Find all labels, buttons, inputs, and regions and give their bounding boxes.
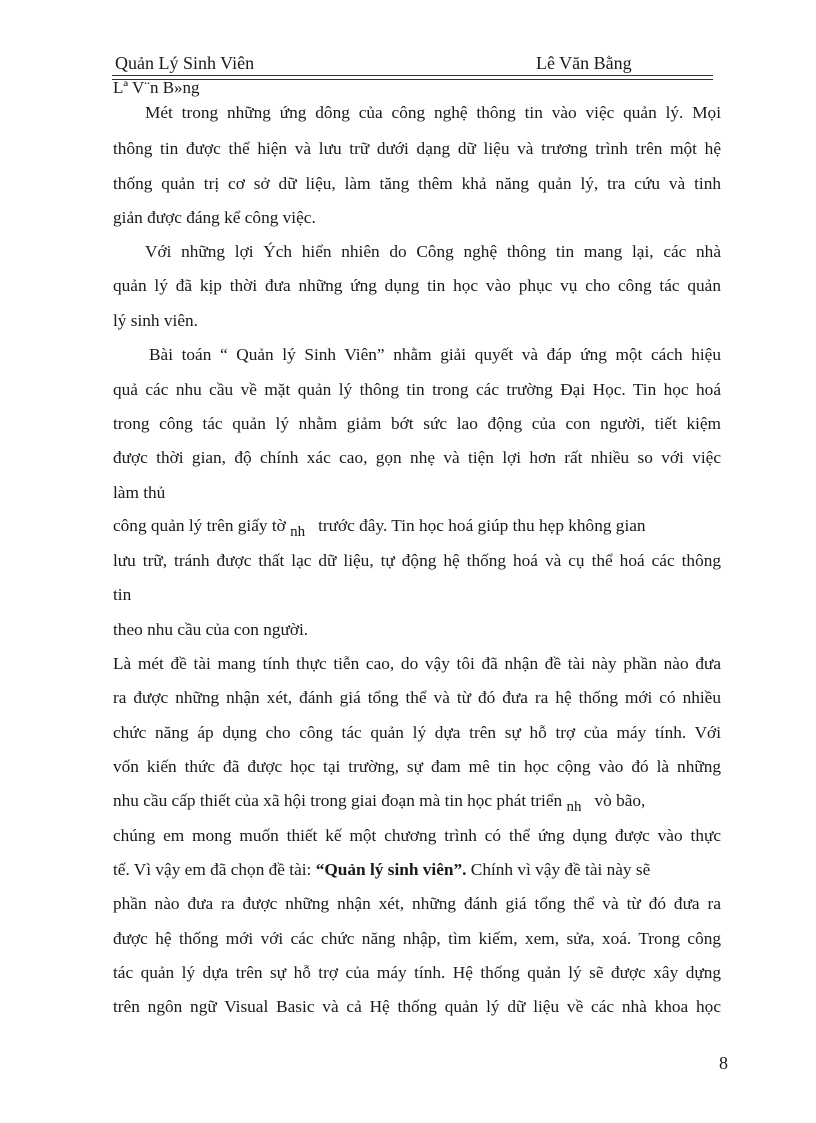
header-garbled-text: Lª V¨n B»ng	[113, 78, 200, 97]
text-line	[113, 791, 646, 815]
text-line: làm thủ	[113, 483, 166, 502]
text-line: chức năng áp dụng cho công tác quản lý dựa trên sự hỗ trợ của máy tính. Với	[113, 723, 721, 742]
text-line: chúng em mong muốn thiết kế một chương trình có thể ứng dụng được vào thực	[113, 826, 721, 845]
subscript-fragment: nh	[290, 524, 306, 540]
text-line	[113, 516, 646, 540]
text-line: theo nhu cầu của con người.	[113, 620, 309, 639]
text-line	[113, 860, 650, 880]
text-line: quản lý đã kịp thời đưa những ứng dụng tin học vào phục vụ cho công tác quản	[113, 276, 721, 295]
text-line: thống quản trị cơ sở dữ liệu, làm tăng thêm khả năng quản lý, tra cứu và tinh	[113, 174, 721, 193]
header-author: Lê Văn Bằng	[536, 53, 632, 73]
text-line: lưu trữ, tránh được thất lạc dữ liệu, tự động hệ thống hoá và cụ thể hoá các thông	[113, 551, 721, 570]
project-title-bold: “Quản lý sinh viên”.	[315, 860, 467, 879]
text-line: Mét trong những ứng dông của công nghệ thông tin vào việc quản lý. Mọi	[145, 103, 721, 122]
text-line: quả các nhu cầu về mặt quản lý thông tin trong các trường Đại Học. Tin học hoá	[113, 380, 721, 399]
text-segment: trước đây. Tin học hoá giúp thu hẹp không gian	[318, 516, 646, 535]
header-title: Quản Lý Sinh Viên	[115, 53, 255, 73]
text-line: được thời gian, độ chính xác cao, gọn nhẹ và tiện lợi hơn rất nhiều so với việc	[113, 448, 721, 467]
text-line: thông tin được thể hiện và lưu trữ dưới dạng dữ liệu và trương trình trên một hệ	[113, 139, 721, 158]
header-rule-top	[112, 75, 713, 76]
text-segment: vò bão,	[594, 791, 646, 810]
text-segment: công quản lý trên giấy tờ	[113, 516, 286, 535]
text-line: trên ngôn ngữ Visual Basic và cả Hệ thống quản lý dữ liệu về các nhà khoa học	[113, 997, 721, 1016]
text-line: Với những lợi Ých hiển nhiên do Công nghệ thông tin mang lại, các nhà	[145, 242, 721, 261]
text-line: giản được đáng kể công việc.	[113, 208, 316, 227]
text-line: trong công tác quản lý nhằm giảm bớt sức lao động của con người, tiết kiệm	[113, 414, 721, 433]
text-line: tin	[113, 585, 132, 604]
text-line: tác quản lý dựa trên sự hỗ trợ của máy tính. Hệ thống quản lý sẽ được xây dựng	[113, 963, 721, 982]
text-line: phần nào đưa ra được những nhận xét, những đánh giá tổng thể và từ đó đưa ra	[113, 894, 721, 913]
text-line: lý sinh viên.	[113, 311, 198, 330]
text-line: Là mét đề tài mang tính thực tiễn cao, do vậy tôi đã nhận đề tài này phần nào đưa	[113, 654, 721, 673]
text-line: được hệ thống mới với các chức năng nhập, tìm kiếm, xem, sửa, xoá. Trong công	[113, 929, 721, 948]
text-segment: nhu cầu cấp thiết của xã hội trong giai đoạn mà tin học phát triển	[113, 791, 563, 810]
header-rule-bottom	[112, 79, 713, 80]
subscript-fragment: nh	[566, 799, 582, 815]
page-number: 8	[719, 1053, 728, 1073]
text-segment: tế. Vì vậy em đã chọn đề tài:	[113, 860, 312, 879]
text-line: Bài toán “ Quản lý Sinh Viên” nhằm giải quyết và đáp ứng một cách hiệu	[149, 345, 721, 364]
text-line: vốn kiến thức đã được học tại trường, sự đam mê tin học cộng vào đó là những	[113, 757, 721, 776]
text-segment: Chính vì vậy đề tài này sẽ	[470, 860, 651, 879]
text-line: ra được những nhận xét, đánh giá tổng thể và từ đó đưa ra hệ thống mới có nhiều	[113, 688, 721, 707]
